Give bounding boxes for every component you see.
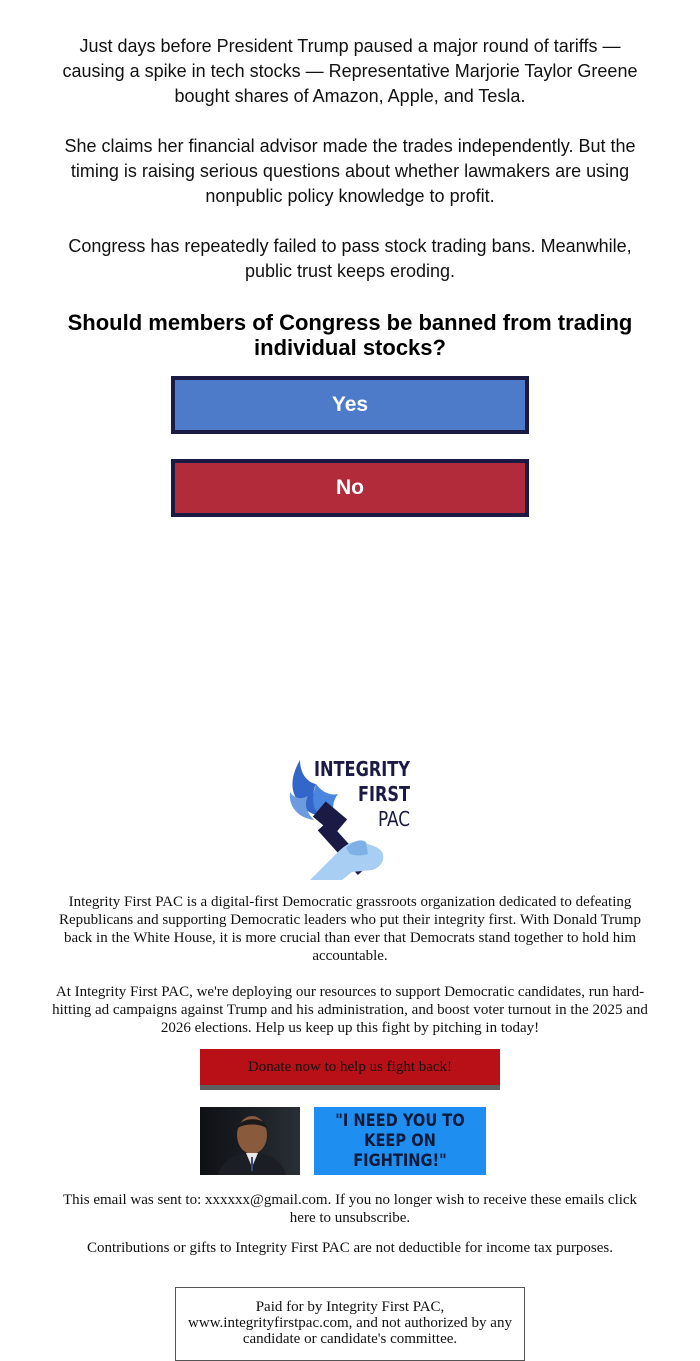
about-paragraph: At Integrity First PAC, we're deploying our resources to support Democratic candidates, run hard-hitting ad campaigns against Trump and his administration, and boost voter turnout in the 2025 and 2026 elections. Help us keep up this fight by pitching in today! [52,984,648,1036]
logo-text-first: FIRST [358,782,411,806]
article-body [55,34,645,309]
unsubscribe-link[interactable]: click here to unsubscribe. [289,1192,638,1226]
tax-disclaimer: Contributions or gifts to Integrity First PAC are not deductible for income tax purposes. [86,1240,614,1256]
article-paragraph: Congress has repeatedly failed to pass stock trading bans. Meanwhile, public trust keeps eroding. [68,236,632,281]
sent-prefix: This email was sent to: [62,1192,205,1208]
integrity-first-pac-logo [286,756,416,882]
unsubscribe-notice [50,1191,650,1227]
poll-question: Should members of Congress be banned from trading individual stocks? [67,310,633,360]
speaker-photo [200,1107,300,1175]
recipient-email: xxxxxx@gmail.com [205,1192,328,1208]
donate-button[interactable]: Donate now to help us fight back! [200,1049,500,1090]
article-paragraph: She claims her financial advisor made the trades independently. But the timing is raising serious questions about whether lawmakers are using nonpublic policy knowledge to profit. [64,136,636,206]
about-section [50,893,650,1037]
yes-button[interactable]: Yes [171,376,529,434]
keep-fighting-banner[interactable] [200,1107,500,1175]
sent-suffix: . If you no longer wish to receive these emails [327,1192,608,1208]
logo-text-integrity: INTEGRITY [314,757,411,781]
no-button[interactable]: No [171,459,529,517]
logo-text-pac: PAC [378,807,410,831]
article-paragraph: Just days before President Trump paused a major round of tariffs — causing a spike in tech stocks — Representative Marjorie Taylor Greene bought shares of Amazon, Apple, and Tesla. [62,36,638,106]
banner-text: "I NEED YOU TO KEEP ON FIGHTING!" [314,1107,486,1175]
hand-icon [310,840,383,880]
paid-for-disclaimer: Paid for by Integrity First PAC, www.integrityfirstpac.com, and not authorized by any candidate or candidate's committee. [175,1287,525,1361]
about-paragraph: Integrity First PAC is a digital-first Democratic grassroots organization dedicated to defeating Republicans and supporting Democratic leaders who put their integrity first. With Donald Trump back in the White House, it is more crucial than ever that Democrats stand together to hold him accountable. [59,894,641,964]
